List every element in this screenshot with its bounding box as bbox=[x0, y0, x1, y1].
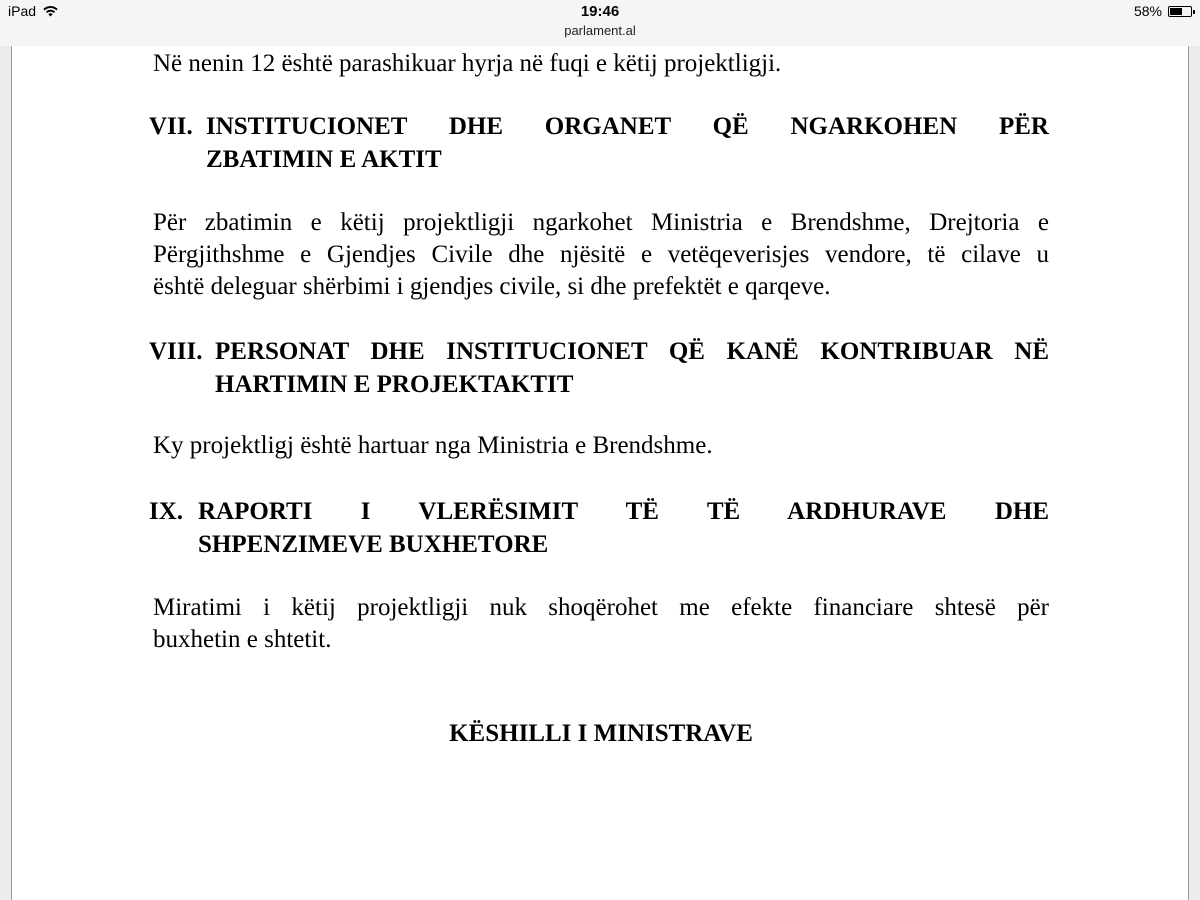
intro-paragraph bbox=[153, 48, 1049, 80]
section-heading-viii bbox=[149, 335, 1049, 401]
section-title-line-2: ZBATIMIN E AKTIT bbox=[206, 146, 442, 173]
body-line: Ky projektligj është hartuar nga Ministria e Brendshme. bbox=[153, 432, 713, 459]
section-number: VIII. bbox=[149, 338, 203, 365]
battery-icon bbox=[1168, 6, 1192, 17]
battery-level-fill bbox=[1170, 8, 1182, 15]
section-title-line-1: PERSONAT DHE INSTITUCIONET QË KANË KONTRIBUAR NË bbox=[215, 338, 1049, 365]
signature-council-of-ministers: KËSHILLI I MINISTRAVE bbox=[449, 720, 753, 747]
body-line: Për zbatimin e këtij projektligji ngarkohet Ministria e Brendshme, Drejtoria e bbox=[153, 209, 1049, 236]
status-bar bbox=[0, 0, 1200, 46]
section-body-ix bbox=[153, 592, 1049, 656]
section-heading-vii bbox=[149, 110, 1049, 176]
section-body-vii bbox=[153, 207, 1049, 303]
battery-percent: 58% bbox=[1133, 3, 1162, 19]
section-number: VII. bbox=[149, 113, 193, 140]
section-heading-ix bbox=[149, 495, 1049, 561]
address-bar-url[interactable]: parlament.al bbox=[564, 23, 636, 38]
body-line: Miratimi i këtij projektligji nuk shoqërohet me efekte financiare shtesë për bbox=[153, 594, 1049, 621]
body-line: Përgjithshme e Gjendjes Civile dhe njësitë e vetëqeverisjes vendore, të cilave u bbox=[153, 241, 1049, 268]
body-line: buxhetin e shtetit. bbox=[153, 626, 332, 653]
device-name: iPad bbox=[8, 3, 37, 19]
section-title-line-1: INSTITUCIONET DHE ORGANET QË NGARKOHEN PËR bbox=[206, 113, 1049, 140]
status-right bbox=[1134, 3, 1192, 19]
section-number: IX. bbox=[149, 498, 184, 525]
document-page[interactable] bbox=[11, 46, 1189, 900]
body-line: është deleguar shërbimi i gjendjes civile, si dhe prefektët e qarqeve. bbox=[153, 273, 831, 300]
section-title-line-2: SHPENZIMEVE BUXHETORE bbox=[198, 531, 549, 558]
intro-line: Në nenin 12 është parashikuar hyrja në fuqi e këtij projektligji. bbox=[153, 50, 782, 77]
section-title-line-1: RAPORTI I VLERËSIMIT TË TË ARDHURAVE DHE bbox=[198, 498, 1049, 525]
clock: 19:46 bbox=[580, 3, 620, 20]
section-title-line-2: HARTIMIN E PROJEKTAKTIT bbox=[215, 371, 574, 398]
section-body-viii bbox=[153, 430, 1049, 462]
